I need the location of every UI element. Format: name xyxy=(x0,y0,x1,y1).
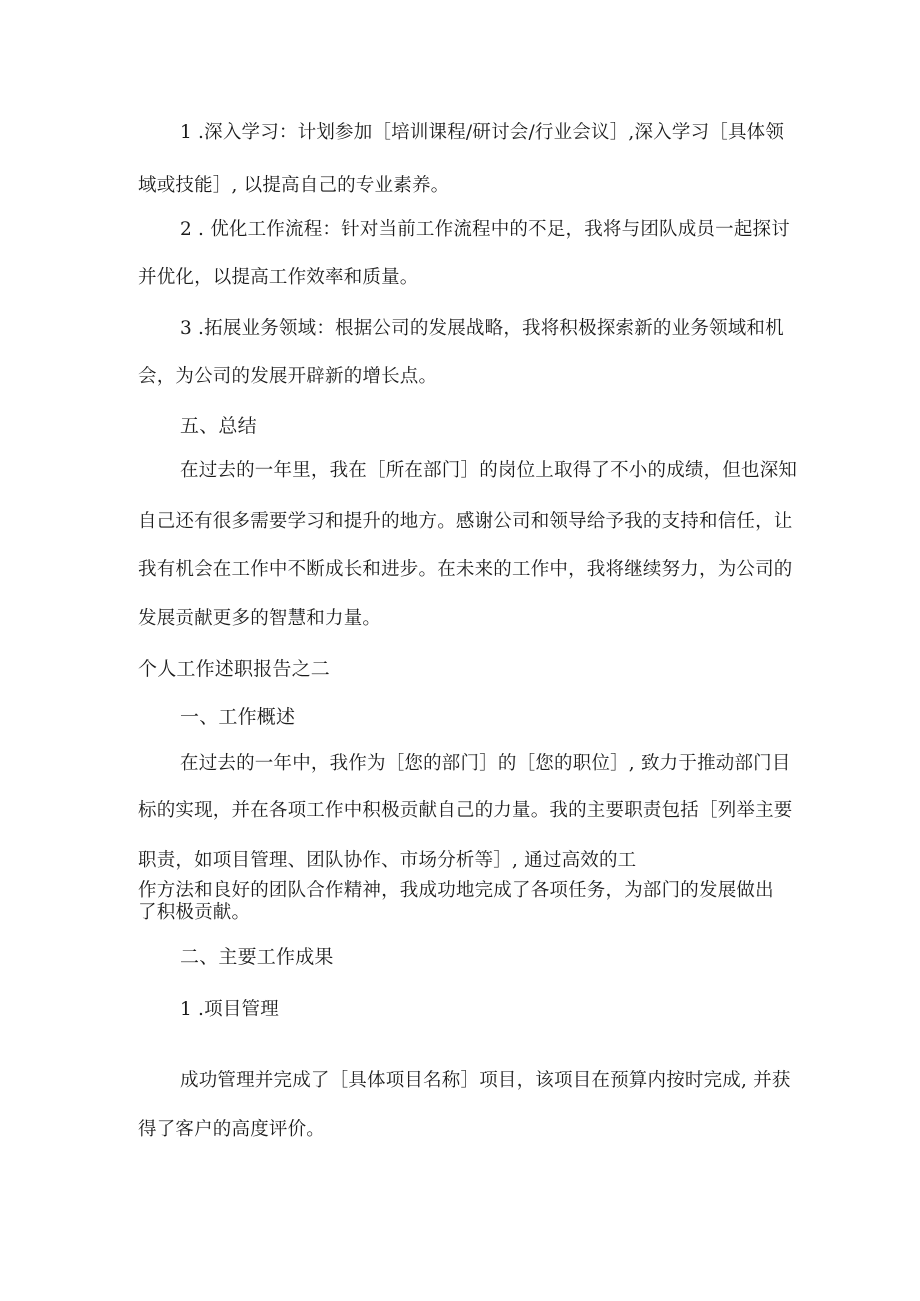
subsection-heading: 1 .项目管理 xyxy=(180,999,279,1020)
paragraph-line: 1 .深入学习：计划参加［培训课程/研讨会/行业会议］,深入学习［具体领 xyxy=(180,122,785,143)
paragraph-line: 标的实现，并在各项工作中积极贡献自己的力量。我的主要职责包括［列举主要 xyxy=(138,800,793,821)
paragraph-line: 2 . 优化工作流程：针对当前工作流程中的不足，我将与团队成员一起探讨 xyxy=(180,219,790,240)
paragraph-line: 职责，如项目管理、团队协作、市场分析等］, 通过高效的工 xyxy=(138,850,637,871)
paragraph-line: 得了客户的高度评价。 xyxy=(138,1119,326,1140)
paragraph-line: 我有机会在工作中不断成长和进步。在未来的工作中，我将继续努力，为公司的 xyxy=(138,559,793,580)
section-heading: 一、工作概述 xyxy=(180,706,296,728)
paragraph-line: 自己还有很多需要学习和提升的地方。感谢公司和领导给予我的支持和信任，让 xyxy=(138,511,793,532)
section-heading: 二、主要工作成果 xyxy=(180,946,334,968)
paragraph-line: 会，为公司的发展开辟新的增长点。 xyxy=(138,366,438,387)
paragraph-line: 发展贡献更多的智慧和力量。 xyxy=(138,608,382,629)
paragraph-line: 作方法和良好的团队合作精神，我成功地完成了各项任务，为部门的发展做出 xyxy=(138,880,774,901)
section-heading: 五、总结 xyxy=(180,415,257,437)
paragraph-line: 了积极贡献。 xyxy=(138,902,251,923)
paragraph-line: 域或技能］, 以提高自己的专业素养。 xyxy=(138,175,450,196)
paragraph-line: 并优化，以提高工作效率和质量。 xyxy=(138,267,419,288)
report-title: 个人工作述职报告之二 xyxy=(138,658,331,680)
paragraph-line: 3 .拓展业务领域：根据公司的发展战略，我将积极探索新的业务领域和机 xyxy=(180,318,784,339)
paragraph-line: 成功管理并完成了［具体项目名称］项目，该项目在预算内按时完成, 并获 xyxy=(180,1070,791,1091)
paragraph-line: 在过去的一年中，我作为［您的部门］的［您的职位］, 致力于推动部门目 xyxy=(180,753,791,774)
paragraph-line: 在过去的一年里，我在［所在部门］的岗位上取得了不小的成绩，但也深知 xyxy=(180,460,798,481)
